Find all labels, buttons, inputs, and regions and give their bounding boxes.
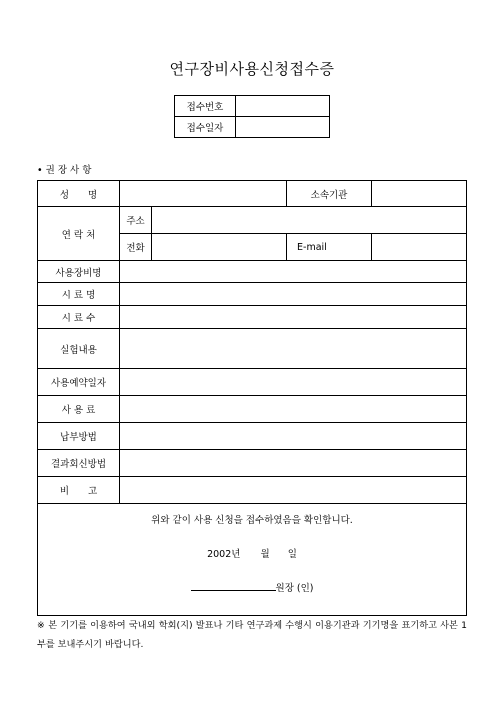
application-form bbox=[37, 180, 467, 616]
receipt-number-field[interactable] bbox=[236, 96, 330, 117]
receipt-date-field[interactable] bbox=[236, 117, 330, 138]
remarks-label: 비 고 bbox=[38, 477, 120, 504]
result-reply-field[interactable] bbox=[120, 450, 467, 477]
result-reply-label: 결과회신방법 bbox=[38, 450, 120, 477]
confirmation-text: 위와 같이 사용 신청을 접수하였음을 확인합니다. bbox=[151, 515, 353, 526]
affiliation-field[interactable] bbox=[372, 181, 467, 207]
address-label: 주소 bbox=[120, 207, 152, 234]
contact-label: 연 락 처 bbox=[38, 207, 120, 261]
fee-field[interactable] bbox=[120, 396, 467, 423]
signature-suffix: 원장 (인) bbox=[275, 583, 314, 594]
remarks-field[interactable] bbox=[120, 477, 467, 504]
section-header: • 권 장 사 항 bbox=[37, 165, 92, 176]
equipment-label: 사용장비명 bbox=[38, 261, 120, 283]
payment-field[interactable] bbox=[120, 423, 467, 450]
sample-count-field[interactable] bbox=[120, 306, 467, 329]
phone-label: 전화 bbox=[120, 234, 152, 261]
fee-label: 사 용 료 bbox=[38, 396, 120, 423]
equipment-field[interactable] bbox=[120, 261, 467, 283]
reservation-field[interactable] bbox=[120, 369, 467, 396]
sample-name-label: 시 료 명 bbox=[38, 283, 120, 306]
date-day: 일 bbox=[287, 549, 297, 560]
name-label: 성 명 bbox=[38, 181, 120, 207]
footnote: ※ 본 기기를 이용하여 국내외 학회(지) 발표나 기타 연구과제 수행시 이용기관과 기기명을 표기하고 사본 1부를 보내주시기 바랍니다. bbox=[37, 620, 467, 650]
confirmation-date bbox=[38, 546, 466, 560]
email-label: E-mail bbox=[287, 234, 372, 261]
receipt-table bbox=[174, 95, 330, 138]
page-title: 연구장비사용신청접수증 bbox=[169, 60, 335, 78]
signature-line bbox=[38, 580, 466, 594]
reservation-label: 사용예약일자 bbox=[38, 369, 120, 396]
date-month: 월 bbox=[260, 549, 270, 560]
sample-count-label: 시 료 수 bbox=[38, 306, 120, 329]
experiment-label: 실험내용 bbox=[38, 329, 120, 369]
date-year: 2002년 bbox=[207, 549, 241, 560]
phone-field[interactable] bbox=[152, 234, 287, 261]
receipt-number-label: 접수번호 bbox=[175, 96, 236, 117]
experiment-field[interactable] bbox=[120, 329, 467, 369]
sample-name-field[interactable] bbox=[120, 283, 467, 306]
confirmation-block bbox=[38, 504, 467, 616]
email-field[interactable] bbox=[372, 234, 467, 261]
payment-label: 납부방법 bbox=[38, 423, 120, 450]
director-name-blank[interactable] bbox=[191, 581, 276, 591]
address-field[interactable] bbox=[152, 207, 467, 234]
affiliation-label: 소속기관 bbox=[287, 181, 372, 207]
name-field[interactable] bbox=[120, 181, 287, 207]
receipt-date-label: 접수일자 bbox=[175, 117, 236, 138]
